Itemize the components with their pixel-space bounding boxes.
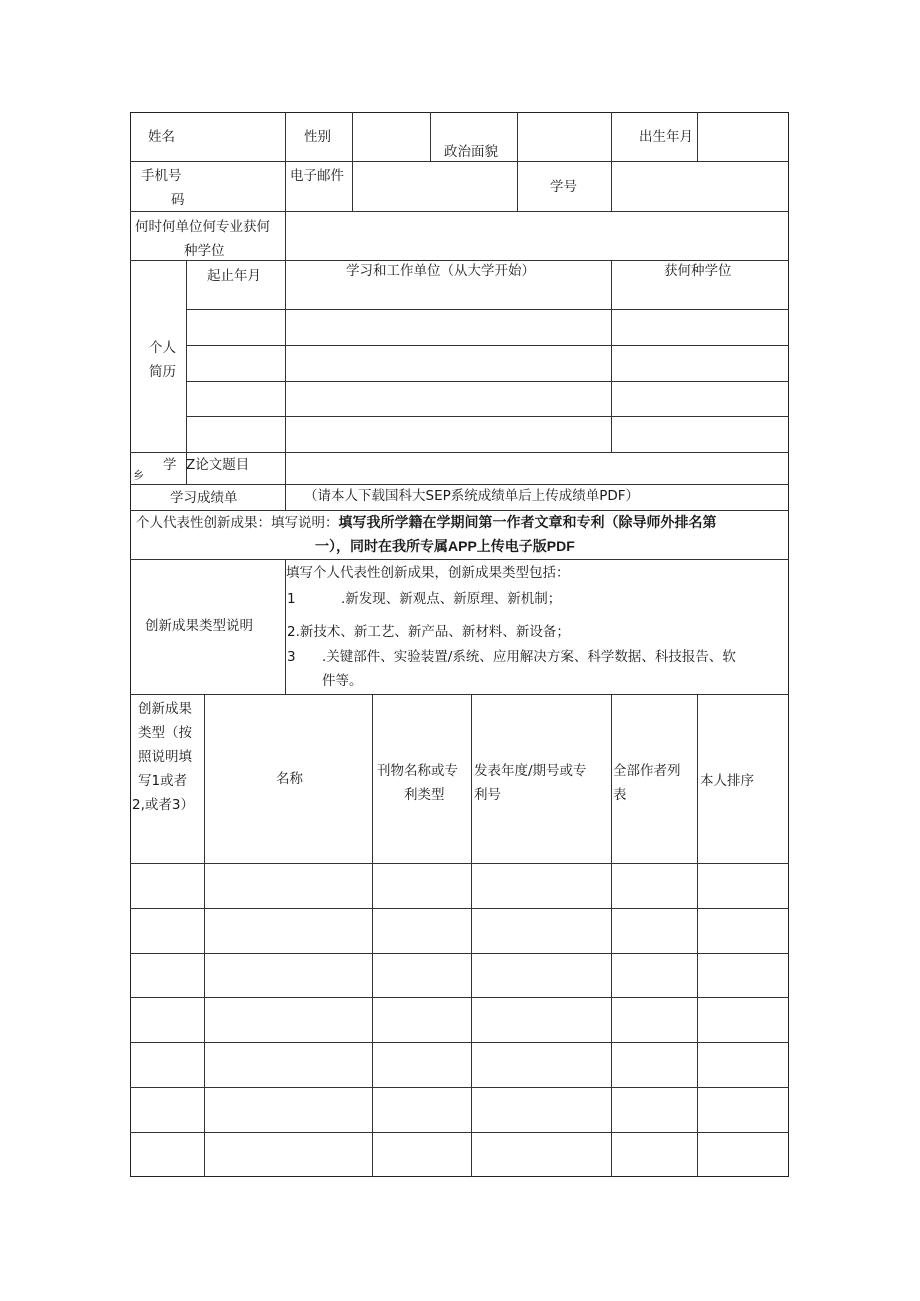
col-line xyxy=(204,694,205,1177)
col-line xyxy=(517,161,518,211)
type-item3-num: 3 xyxy=(287,649,296,665)
transcript-label: 学习成绩单 xyxy=(170,490,238,506)
degree-label-line1: 何时何单位何专业获何 xyxy=(135,219,270,235)
col-line xyxy=(611,694,612,1177)
col-journal-line1: 刊物名称或专 xyxy=(377,763,458,779)
row-line xyxy=(130,1042,789,1043)
row-line xyxy=(186,381,789,382)
type-item3-text-line1: .关键部件、实验装置/系统、应用解决方案、科学数据、科技报告、软 xyxy=(322,649,736,665)
col-journal-line2: 利类型 xyxy=(404,787,445,803)
thesis-label-stub: 乡 xyxy=(133,469,144,482)
row-line xyxy=(186,416,789,417)
political-status-label: 政治面貌 xyxy=(444,144,498,160)
col-line xyxy=(611,260,612,452)
col-line xyxy=(372,694,373,1177)
col-rank: 本人排序 xyxy=(700,773,754,789)
name-label: 姓名 xyxy=(148,129,175,145)
row-line xyxy=(130,953,789,954)
col-line xyxy=(517,112,518,161)
col-line xyxy=(430,112,431,161)
row-line xyxy=(186,309,789,310)
row-line xyxy=(130,863,789,864)
col-type-line: 类型（按 xyxy=(138,725,192,741)
col-line xyxy=(352,161,353,211)
row-line xyxy=(130,997,789,998)
type-item1-text: .新发现、新观点、新原理、新机制； xyxy=(341,591,562,607)
col-line xyxy=(352,112,353,161)
col-line xyxy=(285,484,286,510)
thesis-label-part1: 学 xyxy=(163,457,177,473)
email-label: 电子邮件 xyxy=(290,168,344,184)
type-explanation-intro: 填写个人代表性创新成果，创新成果类型包括： xyxy=(286,565,570,581)
resume-col-degree: 获何种学位 xyxy=(664,263,732,279)
achievements-header-line2: 一），同时在我所专属APP上传电子版PDF xyxy=(315,538,575,554)
student-id-label: 学号 xyxy=(550,179,577,195)
col-type-line: 写1或者 xyxy=(138,773,188,789)
resume-label-line1: 个人 xyxy=(149,340,176,356)
phone-label-line1: 手机号 xyxy=(141,168,182,184)
type-explanation-label: 创新成果类型说明 xyxy=(145,618,253,634)
col-line xyxy=(471,694,472,1177)
birth-date-label: 出生年月 xyxy=(639,129,693,145)
col-name: 名称 xyxy=(276,771,303,787)
col-line xyxy=(611,112,612,161)
degree-label-line2: 种学位 xyxy=(184,243,225,259)
col-year-line2: 利号 xyxy=(474,787,501,803)
type-item2-text: 2.新技术、新工艺、新产品、新材料、新设备； xyxy=(287,624,570,640)
resume-col-period: 起止年月 xyxy=(207,268,261,284)
col-year-line1: 发表年度/期号或专 xyxy=(474,763,587,779)
achievements-header-prefix: 个人代表性创新成果：填写说明： xyxy=(136,515,339,531)
achievements-header-bold1: 填写我所学籍在学期间第一作者文章和专利（除导师外排名第 xyxy=(338,514,717,530)
col-line xyxy=(611,161,612,211)
row-line xyxy=(186,345,789,346)
type-item1-num: 1 xyxy=(287,591,296,607)
row-line xyxy=(130,1132,789,1133)
row-line xyxy=(130,694,789,695)
col-line xyxy=(285,161,286,211)
col-line xyxy=(285,211,286,260)
type-item3-text-line2: 件等。 xyxy=(322,673,363,689)
phone-label-line2: 码 xyxy=(171,192,185,208)
transcript-note: （请本人下载国科大SEP系统成绩单后上传成绩单PDF） xyxy=(304,488,640,504)
col-type-line: 创新成果 xyxy=(138,701,192,717)
resume-col-unit: 学习和工作单位（从大学开始） xyxy=(346,263,535,279)
gender-label: 性别 xyxy=(304,129,331,145)
row-line xyxy=(130,559,789,560)
col-line xyxy=(697,694,698,1177)
row-line xyxy=(130,908,789,909)
row-line xyxy=(130,211,789,212)
thesis-label-part2: Z论文题目 xyxy=(186,457,250,473)
col-line xyxy=(285,260,286,484)
col-authors-line2: 表 xyxy=(613,787,627,803)
col-authors-line1: 全部作者列 xyxy=(613,763,681,779)
col-type-line: 照说明填 xyxy=(138,749,192,765)
row-line xyxy=(130,1087,789,1088)
row-line xyxy=(130,452,789,453)
achievements-header-line1 xyxy=(136,511,717,534)
col-type-line: 2,或者3） xyxy=(132,797,194,813)
col-line xyxy=(285,112,286,161)
col-line xyxy=(697,112,698,161)
resume-label-line2: 简历 xyxy=(149,364,176,380)
col-line xyxy=(186,260,187,484)
